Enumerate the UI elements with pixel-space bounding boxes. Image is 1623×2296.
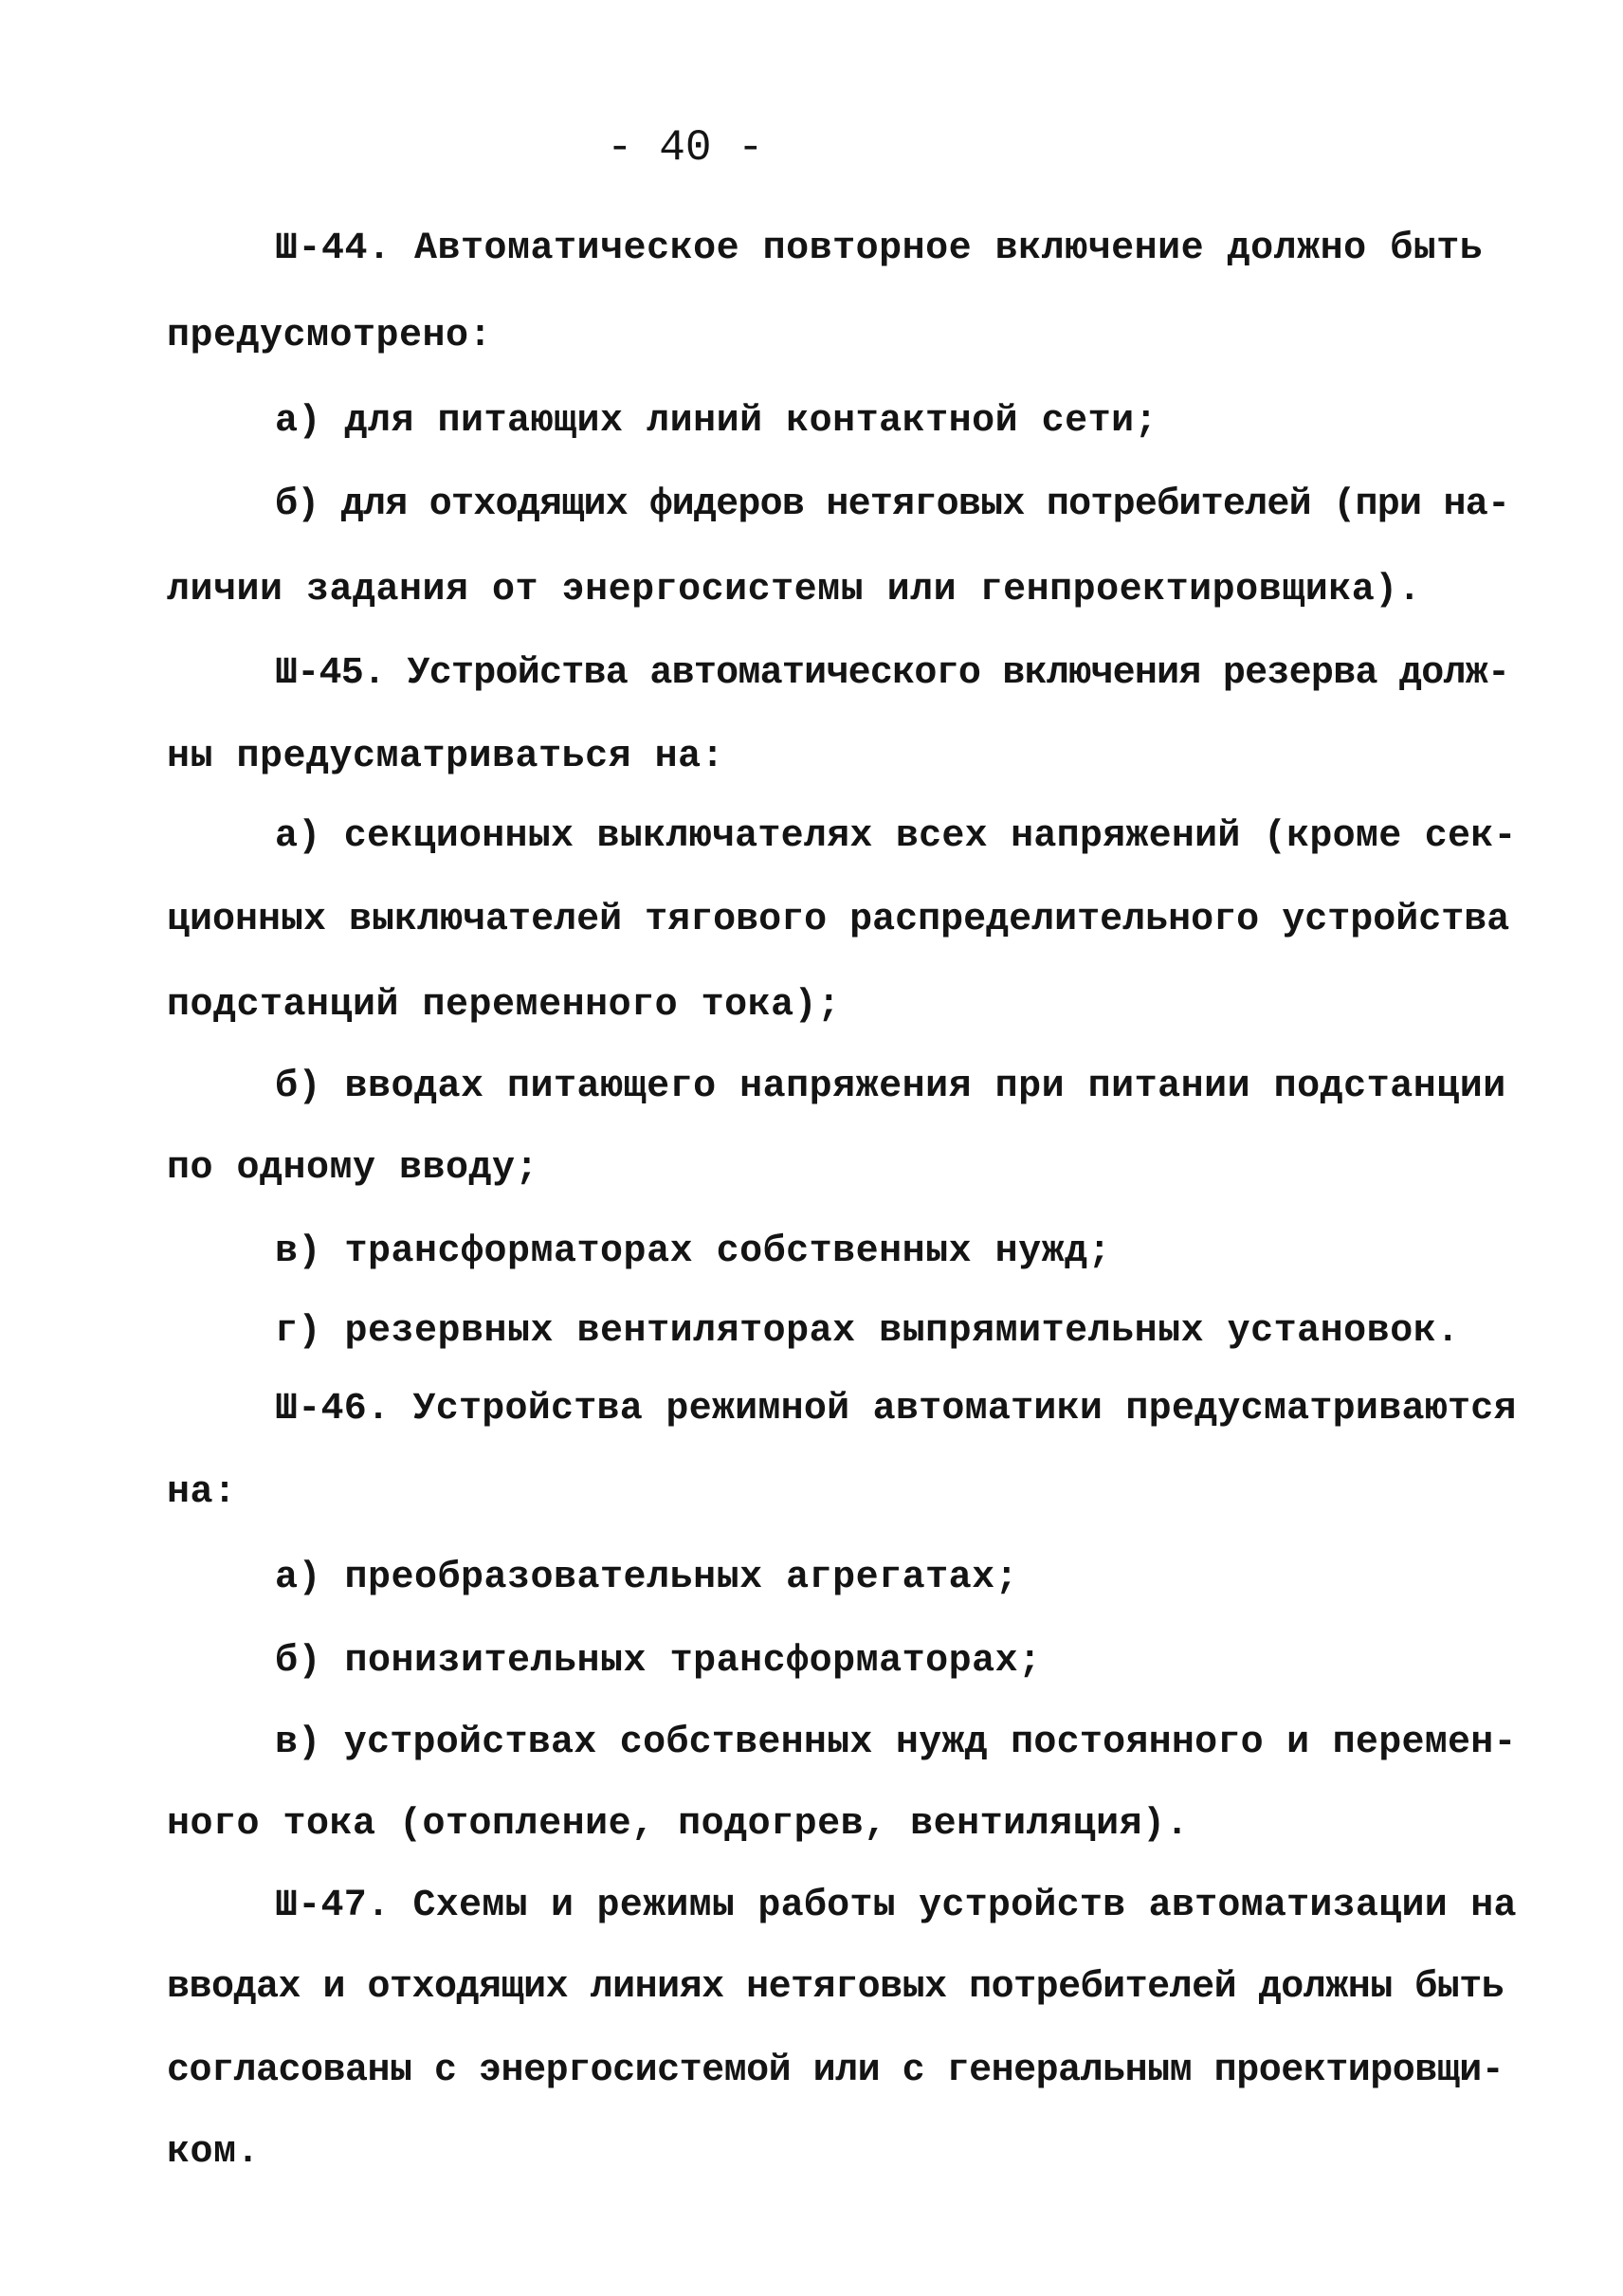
text-line: а) преобразовательных агрегатах; <box>275 1557 1019 1599</box>
text-line: Ш-44. Автоматическое повторное включение должно быть <box>275 228 1484 270</box>
text-line: а) для питающих линий контактной сети; <box>275 400 1158 443</box>
text-line: ционных выключателей тягового распределительного устройства <box>167 899 1510 941</box>
text-line: в) трансформаторах собственных нужд; <box>275 1230 1112 1273</box>
text-line: по одному вводу; <box>167 1147 539 1190</box>
text-line: а) секционных выключателях всех напряжений (кроме сек- <box>275 815 1517 858</box>
text-line: предусмотрено: <box>167 315 493 357</box>
text-line: ны предусматриваться на: <box>167 736 725 778</box>
text-line: подстанций переменного тока); <box>167 984 841 1027</box>
text-line: ного тока (отопление, подогрев, вентиляция). <box>167 1803 1190 1846</box>
text-line: ком. <box>167 2131 261 2174</box>
text-line: Ш-47. Схемы и режимы работы устройств автоматизации на <box>275 1885 1517 1927</box>
text-line: Ш-46. Устройства режимной автоматики предусматриваются <box>275 1388 1517 1430</box>
text-line: б) вводах питающего напряжения при питании подстанции <box>275 1066 1506 1108</box>
page-number: - 40 - <box>607 123 764 173</box>
text-line: б) понизительных трансформаторах; <box>275 1640 1042 1683</box>
text-line: Ш-45. Устройства автоматического включения резерва долж- <box>275 652 1510 695</box>
text-line: личии задания от энергосистемы или генпроектировщика). <box>167 569 1422 611</box>
text-line: в) устройствах собственных нужд постоянного и перемен- <box>275 1722 1517 1764</box>
text-line: г) резервных вентиляторах выпрямительных установок. <box>275 1310 1460 1353</box>
text-line: на: <box>167 1471 237 1514</box>
text-line: б) для отходящих фидеров нетяговых потребителей (при на- <box>275 483 1510 526</box>
text-line: вводах и отходящих линиях нетяговых потребителей должны быть <box>167 1966 1504 2009</box>
text-line: согласованы с энергосистемой или с генеральным проектировщи- <box>167 2050 1504 2092</box>
